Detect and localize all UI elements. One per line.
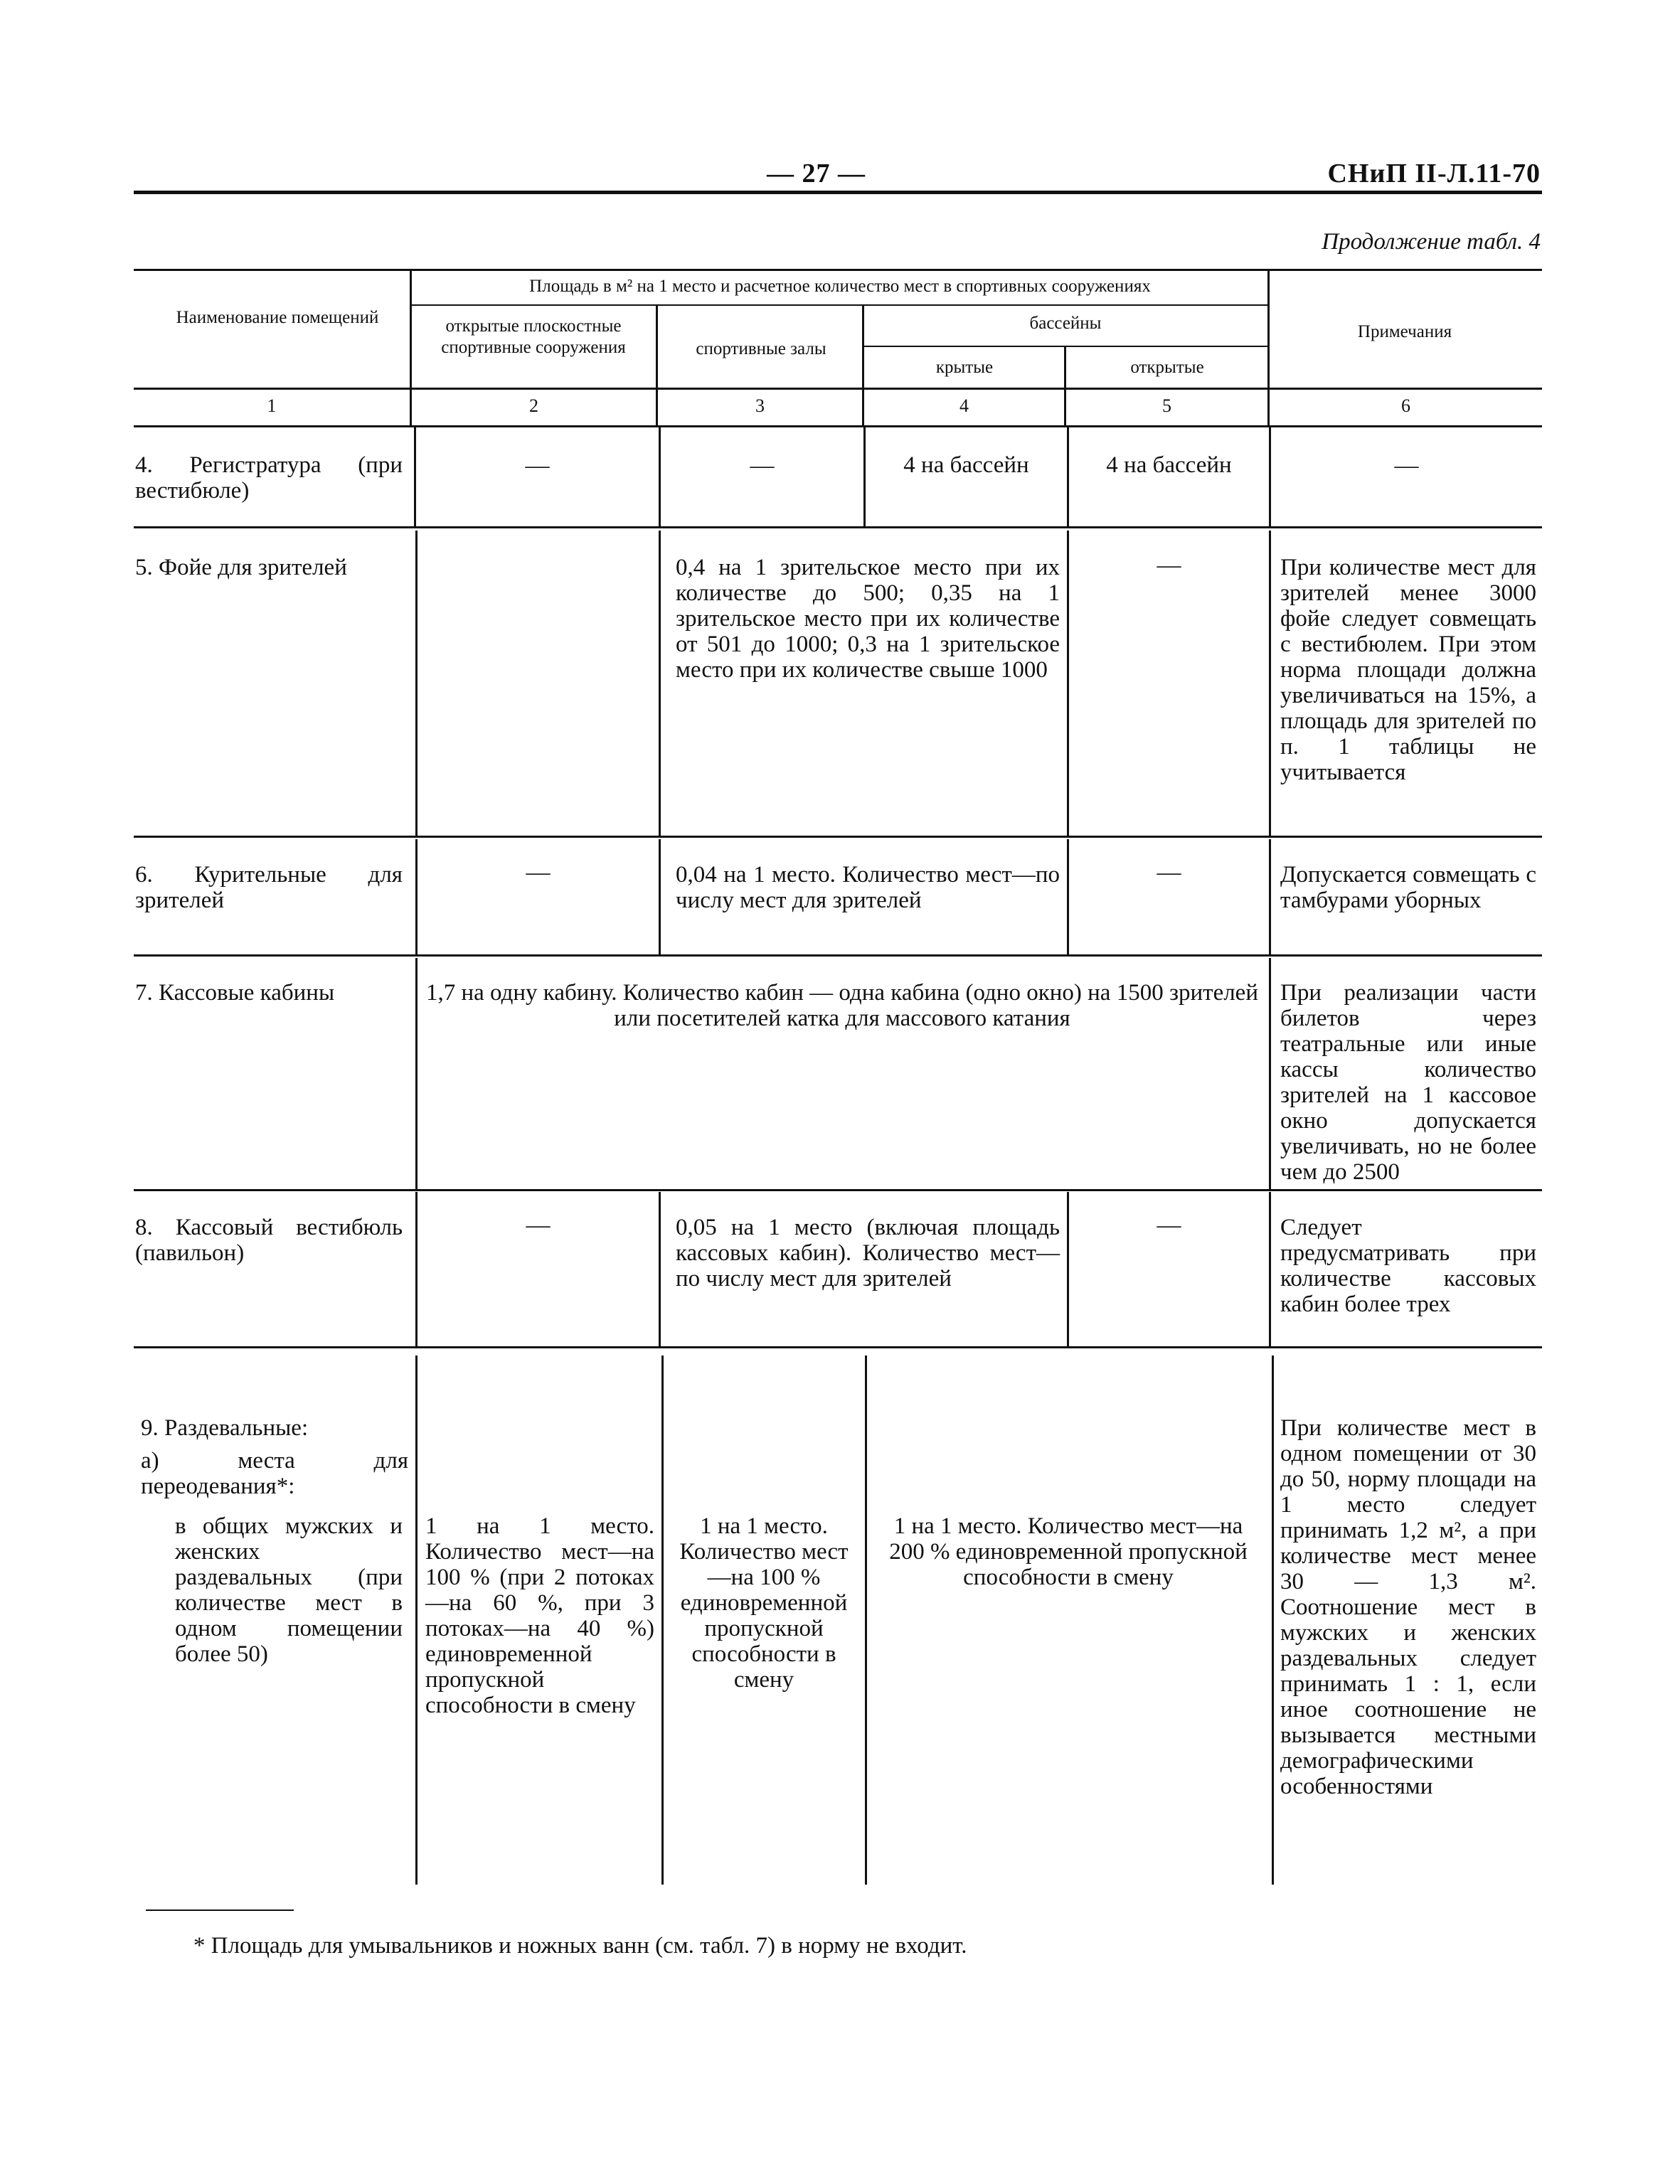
row9-col45: 1 на 1 место. Количество мест—на 200 % единовременной пропускной способности в смену <box>889 1513 1248 1590</box>
row5-vline-4 <box>1269 531 1271 836</box>
header-notes: Примечания <box>1357 322 1452 341</box>
row5-notes: При количестве мест для зрителей менее 3000 фойе следует совмещать с вестибюлем. При этом норма площади должна увеличиваться на 15%, а площадь для зрителей по п. 1 таблицы не учитывается <box>1280 555 1536 785</box>
row9-subitem-general: в общих мужских и женских раздевальных (при количестве мест в одном помещении более 50) <box>175 1513 403 1667</box>
row8-vline-2 <box>659 1192 661 1346</box>
row6-col5-dash: — <box>1157 859 1181 885</box>
row5-col5-dash: — <box>1157 552 1181 578</box>
header-group-title: Площадь в м² на 1 место и расчетное количество мест в спортивных сооружениях <box>529 277 1151 296</box>
row4-name: 4. Регистратура (при вестибюле) <box>135 452 403 504</box>
row4-col4: 4 на бассейн <box>903 452 1029 478</box>
col-number-2: 2 <box>529 395 538 416</box>
row6-vline-4 <box>1269 839 1271 954</box>
row6-col2-dash: — <box>526 859 551 885</box>
row8-name: 8. Кассовый вестибюль (павильон) <box>135 1215 403 1266</box>
footnote: * Площадь для умывальников и ножных ванн (см. табл. 7) в норму не входит. <box>193 1933 967 1959</box>
col-number-3: 3 <box>755 395 765 416</box>
group-subheader-rule <box>410 304 1267 306</box>
row7-notes: При реализации части билетов через театральные или иные кассы количество зрителей на 1 кассовое окно допускается увеличивать, но не более чем до 2500 <box>1280 980 1536 1185</box>
header-rule <box>134 191 1542 194</box>
col-number-1: 1 <box>267 395 277 416</box>
header-room-name: Наименование помещений <box>176 308 379 327</box>
row7-name: 7. Кассовые кабины <box>135 980 335 1006</box>
row7-vline-1 <box>415 958 418 1189</box>
row8-notes: Следует предусматривать при количестве кассовых кабин более трех <box>1280 1215 1536 1317</box>
row4-col3-dash: — <box>750 452 775 479</box>
row-separator-8 <box>134 1346 1542 1348</box>
row8-vline-4 <box>1269 1192 1271 1346</box>
row5-vline-1 <box>415 531 418 836</box>
row9-vline-1 <box>415 1355 418 1885</box>
row6-col34: 0,04 на 1 место. Количество мест—по числу мест для зрителей <box>676 862 1060 913</box>
col-number-5: 5 <box>1162 395 1171 416</box>
row4-col5: 4 на бассейн <box>1106 452 1232 478</box>
numbers-bottom-rule <box>134 425 1542 427</box>
row8-col5-dash: — <box>1157 1212 1181 1238</box>
row6-notes: Допускается совмещать с тамбурами уборных <box>1280 862 1536 913</box>
row-separator-5 <box>134 836 1542 838</box>
row9-notes: При количестве мест в одном помещении от 30 до 50, норму площади на 1 место следует принимать 1,2 м², а при количестве мест менее 30 — 1,3 м². Соотношение мест в мужских и женских раздевальных следует принимать 1 : 1, если иное соотношение не вызывается местными демографическими особенностями <box>1280 1415 1536 1799</box>
row5-vline-2 <box>659 531 661 836</box>
row9-col2: 1 на 1 место. Количество мест—на 100 % (при 2 потоках—на 60 %, при 3 потоках—на 40 %) единовременной пропускной способности в смену <box>425 1513 654 1718</box>
col-number-4: 4 <box>959 395 969 416</box>
header-pools-covered: крытые <box>935 358 994 377</box>
header-pools-open: открытые <box>1130 358 1204 377</box>
row9-vline-2 <box>661 1355 664 1885</box>
page-number: — 27 — <box>767 159 866 188</box>
row6-vline-1 <box>415 839 418 954</box>
row9-title: 9. Раздевальные: <box>141 1415 309 1441</box>
row9-vline-3 <box>865 1355 867 1885</box>
row8-col2-dash: — <box>526 1212 551 1238</box>
row9-subitem-a: а) места для переодевания*: <box>141 1448 408 1499</box>
header-open-fields: открытые плоскостные спортивные сооружения <box>441 316 626 357</box>
row6-name: 6. Курительные для зрителей <box>135 862 403 913</box>
row6-vline-2 <box>659 839 661 954</box>
row9-vline-4 <box>1272 1355 1274 1885</box>
row4-col6-dash: — <box>1394 452 1419 479</box>
row5-col34: 0,4 на 1 зрительское место при их количестве до 500; 0,35 на 1 зрительское место при их количестве от 501 до 1000; 0,3 на 1 зрительское место при их количестве свыше 1000 <box>676 555 1060 683</box>
row-separator-6 <box>134 954 1542 957</box>
footnote-rule <box>146 1909 294 1911</box>
row-separator-4 <box>134 526 1542 528</box>
table-continuation-label: Продолжение табл. 4 <box>1322 229 1541 255</box>
header-bottom-rule <box>134 388 1542 390</box>
row6-vline-3 <box>1067 839 1069 954</box>
row7-col25: 1,7 на одну кабину. Количество кабин — одна кабина (одно окно) на 1500 зрителей или посетителей катка для массового катания <box>426 980 1258 1031</box>
row7-vline-2 <box>1269 958 1271 1189</box>
row4-col2-dash: — <box>525 452 550 479</box>
table-top-rule <box>134 269 1542 271</box>
row8-col34: 0,05 на 1 место (включая площадь кассовых кабин). Количество мест—по числу мест для зрителей <box>676 1215 1060 1291</box>
row5-name: 5. Фойе для зрителей <box>135 555 347 580</box>
row-separator-7 <box>134 1189 1542 1191</box>
header-pools: бассейны <box>1029 314 1102 333</box>
document-code: СНиП II-Л.11-70 <box>1327 159 1541 188</box>
col-number-6: 6 <box>1401 395 1410 416</box>
row9-col3: 1 на 1 место. Количество мест—на 100 % единовременной пропускной способности в смену <box>679 1513 849 1693</box>
header-sports-halls: спортивные залы <box>696 339 826 358</box>
